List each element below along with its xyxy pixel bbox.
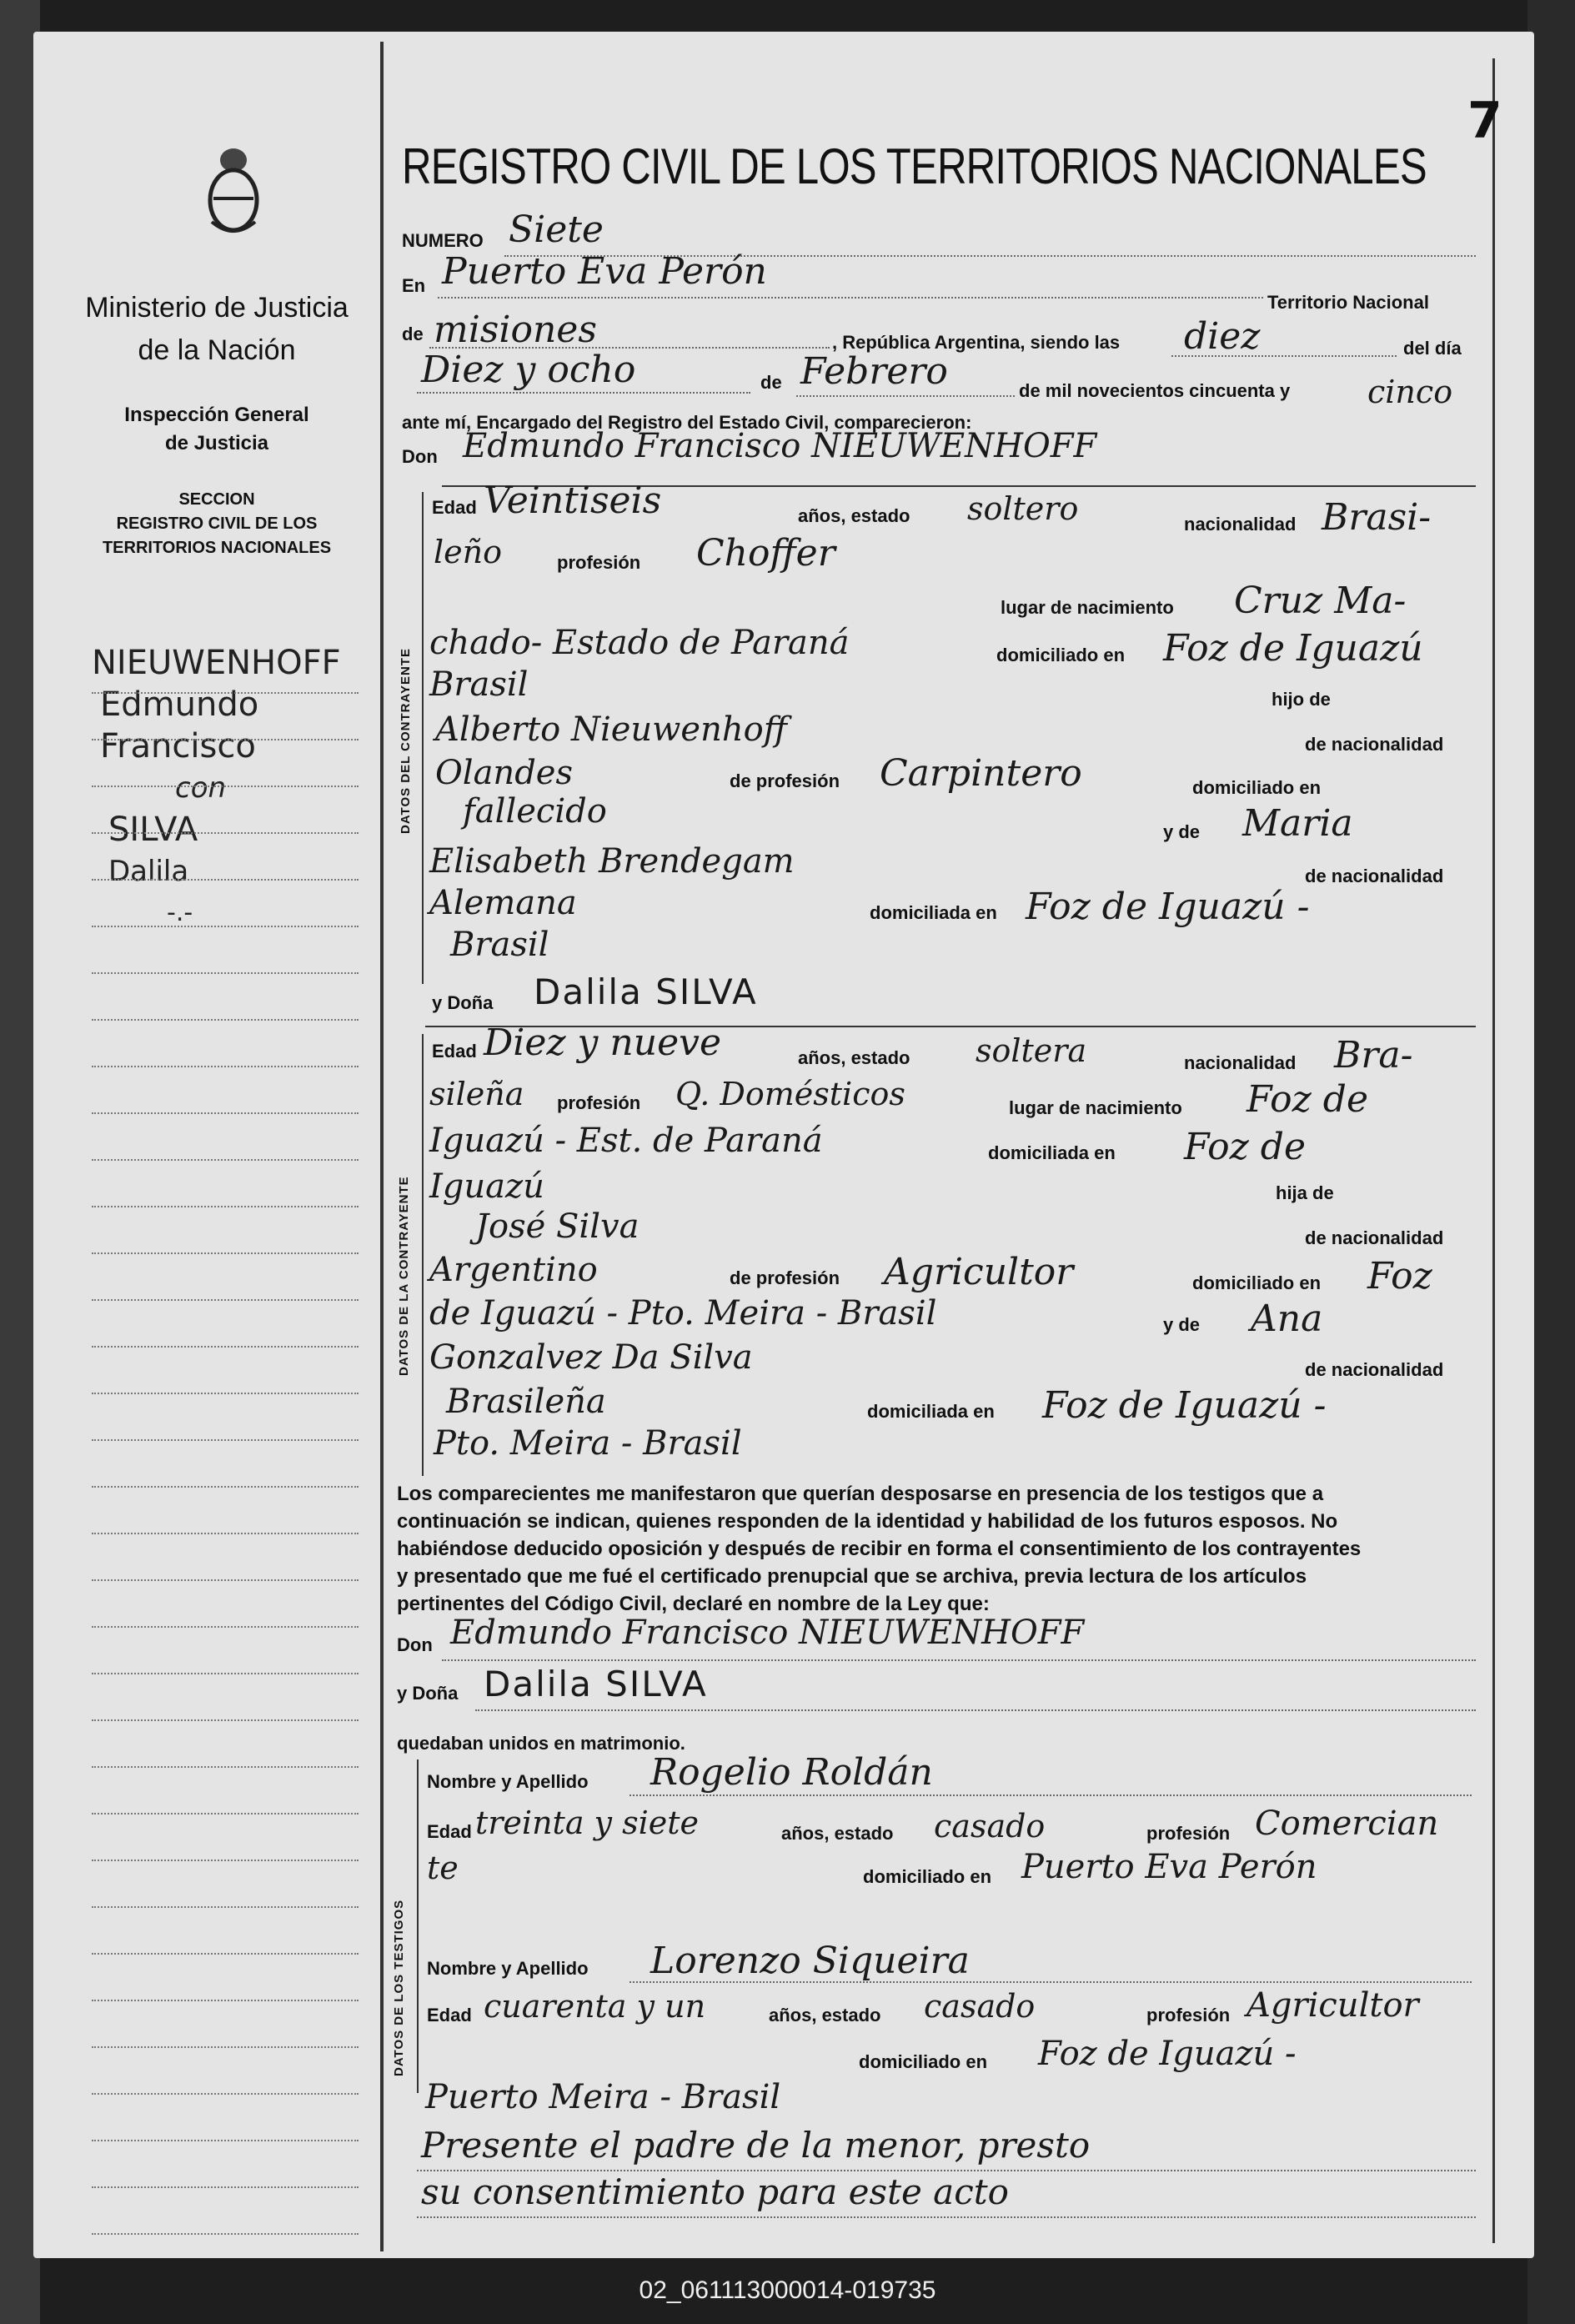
w1-age-value: treinta y siete	[475, 1804, 700, 1841]
groom-edad-label: Edad	[432, 497, 477, 518]
w2-age-value: cuarenta y un	[484, 1988, 706, 2025]
bride-mother-dom-1: Foz de Iguazú -	[1042, 1384, 1327, 1427]
w1-name-value: Rogelio Roldán	[650, 1751, 933, 1794]
bride-status-value: soltera	[976, 1032, 1087, 1069]
inspection-name	[58, 404, 375, 455]
note-con: con	[175, 771, 227, 805]
bride-father-nac-label: de nacionalidad	[1305, 1227, 1444, 1248]
bride-nat-1: Bra-	[1334, 1034, 1413, 1077]
mil-label: de mil novecientos cincuenta y	[1019, 380, 1291, 401]
bride-mother-nac-label: de nacionalidad	[1305, 1359, 1444, 1380]
margin-ruled-line	[92, 1766, 359, 1768]
registry-title: REGISTRO CIVIL DE LOS TERRITORIOS NACIONALES	[402, 138, 1427, 194]
margin-ruled-line	[92, 1439, 359, 1441]
bride-age-value: Diez y nueve	[484, 1021, 722, 1064]
marginal-note	[92, 642, 375, 934]
bride-father-dom-2: de Iguazú - Pto. Meira - Brasil	[429, 1294, 937, 1333]
w2-anos-label: años, estado	[769, 2005, 881, 2025]
dia-value: Diez y ocho	[421, 349, 636, 391]
paragraph-line-5: pertinentes del Código Civil, declaré en nombre de la Ley que:	[397, 1593, 990, 1615]
paragraph-line-3: habiéndose deducido oposición y después de recibir en forma el consentimiento de los contrayentes	[397, 1538, 1362, 1560]
section-name	[58, 490, 375, 558]
note-bride-surname: SILVA	[108, 811, 198, 849]
bride-mother-dom-2: Pto. Meira - Brasil	[434, 1424, 742, 1463]
groom-mother-nat-value: Alemana	[429, 884, 577, 922]
hora-line	[1171, 355, 1397, 357]
margin-ruled-line	[92, 1813, 359, 1815]
margin-ruled-line	[92, 1860, 359, 1861]
groom-nac-label: nacionalidad	[1184, 514, 1297, 535]
margin-ruled-line	[92, 832, 359, 834]
note-line-2	[417, 2216, 1476, 2218]
bride-nat-2: sileña	[429, 1076, 524, 1112]
republica-label: , República Argentina, siendo las	[832, 332, 1121, 353]
bride-birth-2: Iguazú - Est. de Paraná	[429, 1122, 823, 1160]
territorio-label: Territorio Nacional	[1267, 292, 1429, 313]
bride-father-dom-label: domiciliado en	[1192, 1272, 1322, 1293]
groom-mother-dom-2: Brasil	[450, 926, 549, 964]
declare-don-value: Edmundo Francisco NIEUWENHOFF	[450, 1614, 1085, 1652]
ante-label: ante mí, Encargado del Registro del Estado Civil, comparecieron:	[402, 412, 972, 433]
groom-nat-2: leño	[434, 534, 502, 570]
w1-prof-2: te	[427, 1850, 459, 1886]
groom-y-de-label: y de	[1163, 821, 1201, 842]
groom-father-prof-label: de profesión	[730, 770, 840, 791]
declaration-paragraph	[397, 1480, 1481, 1618]
ministry-line-1: Ministerio de Justicia	[85, 292, 349, 324]
margin-ruled-line	[92, 1393, 359, 1394]
bride-name-value: Dalila SILVA	[534, 971, 758, 1012]
de2-label: de	[760, 372, 782, 393]
numero-value: Siete	[509, 208, 604, 251]
margin-ruled-line	[92, 1159, 359, 1161]
ministry-line-2: de la Nación	[138, 334, 296, 366]
groom-dom-1: Foz de Iguazú	[1163, 627, 1423, 670]
del-dia-label: del día	[1403, 338, 1462, 359]
groom-name-value: Edmundo Francisco NIEUWENHOFF	[463, 427, 1097, 465]
groom-father-value: Alberto Nieuwenhoff	[435, 710, 788, 749]
don-label: Don	[402, 446, 438, 467]
note-surname: NIEUWENHOFF	[92, 644, 341, 682]
declare-dona-value: Dalila SILVA	[484, 1664, 708, 1704]
groom-status-value: soltero	[967, 490, 1079, 527]
bride-y-de-label: y de	[1163, 1314, 1201, 1335]
w2-name-line	[629, 1981, 1472, 1983]
groom-father-dom-label: domiciliado en	[1192, 777, 1322, 798]
margin-ruled-line	[92, 1112, 359, 1114]
bride-father-prof-label: de profesión	[730, 1267, 840, 1288]
groom-father-dom-value: fallecido	[463, 792, 607, 831]
groom-dom-2: Brasil	[429, 665, 529, 704]
datos-contrayente-label: DATOS DEL CONTRAYENTE	[399, 648, 413, 834]
groom-hijo-label: hijo de	[1272, 689, 1331, 710]
groom-mother-1: Maria	[1242, 802, 1353, 845]
margin-ruled-line	[92, 692, 359, 694]
section-line-2: TERRITORIOS NACIONALES	[102, 539, 332, 557]
w2-nombre-label: Nombre y Apellido	[427, 1958, 589, 1979]
bride-mother-dom-label: domiciliada en	[867, 1401, 995, 1422]
right-border	[1492, 58, 1495, 2243]
paragraph-line-4: y presentado que me fué el certificado prenupcial que se archiva, previa lectura de los artículos	[397, 1565, 1307, 1588]
w1-name-line	[629, 1794, 1472, 1796]
groom-anos-label: años, estado	[798, 505, 910, 526]
groom-father-prof-value: Carpintero	[880, 752, 1082, 795]
groom-age-value: Veintiseis	[484, 479, 662, 522]
note-bride-name: Dalila	[108, 855, 189, 888]
coat-of-arms-icon	[200, 142, 267, 242]
margin-ruled-line	[92, 1066, 359, 1067]
declare-dona-label: y Doña	[397, 1683, 459, 1704]
w1-edad-label: Edad	[427, 1821, 472, 1842]
margin-ruled-line	[92, 926, 359, 927]
bride-father-value: José Silva	[475, 1207, 640, 1246]
section-line-1: REGISTRO CIVIL DE LOS	[116, 514, 318, 533]
margin-ruled-line	[92, 2233, 359, 2235]
bride-father-nat-value: Argentino	[429, 1251, 598, 1289]
left-column-divider	[380, 42, 384, 2251]
bride-edad-label: Edad	[432, 1041, 477, 1062]
image-code: 02_061113000014-019735	[639, 2276, 936, 2304]
margin-ruled-line	[92, 1299, 359, 1301]
groom-prof-label: profesión	[557, 552, 641, 573]
en-label: En	[402, 275, 426, 296]
declare-don-label: Don	[397, 1634, 433, 1655]
y-dona-label: y Doña	[432, 992, 494, 1013]
paragraph-line-1: Los comparecientes me manifestaron que querían desposarse en presencia de los testigos que a	[397, 1483, 1324, 1505]
margin-ruled-line	[92, 2000, 359, 2001]
bride-section-border	[422, 1034, 424, 1476]
margin-ruled-line	[92, 1579, 359, 1581]
groom-mother-nac-label: de nacionalidad	[1305, 866, 1444, 886]
note-middlename: Francisco	[100, 727, 256, 765]
margin-ruled-line	[92, 2046, 359, 2048]
margin-ruled-line	[92, 1719, 359, 1721]
en-line	[438, 297, 1263, 299]
w1-prof-1: Comercian	[1255, 1804, 1439, 1843]
groom-nat-1: Brasi-	[1322, 496, 1432, 539]
w2-dom-2: Puerto Meira - Brasil	[425, 2078, 781, 2116]
margin-ruled-line	[92, 1486, 359, 1488]
margin-ruled-line	[92, 2186, 359, 2188]
groom-lugar-label: lugar de nacimiento	[1001, 597, 1174, 618]
groom-father-nat-value: Olandes	[435, 754, 573, 792]
groom-mother-dom-label: domiciliada en	[870, 902, 997, 923]
consent-note-2: su consentimiento para este acto	[421, 2171, 1009, 2212]
w2-name-value: Lorenzo Siqueira	[650, 1940, 970, 1982]
en-value: Puerto Eva Perón	[442, 250, 767, 293]
datos-contrayente-f-label: DATOS DE LA CONTRAYENTE	[397, 1176, 411, 1376]
margin-ruled-line	[92, 1673, 359, 1674]
inspection-line-1: Inspección General	[124, 404, 309, 426]
groom-birth-1: Cruz Ma-	[1234, 580, 1407, 622]
book-edge	[1527, 0, 1575, 2324]
w1-status-value: casado	[934, 1808, 1046, 1845]
datos-testigos-label: DATOS DE LOS TESTIGOS	[392, 1899, 406, 2076]
groom-dom-label: domiciliado en	[996, 645, 1126, 665]
note-end-mark: -.-	[167, 898, 193, 927]
de-label: de	[402, 324, 424, 344]
w1-prof-label: profesión	[1146, 1823, 1231, 1844]
bride-prof-value: Q. Domésticos	[675, 1076, 905, 1112]
margin-ruled-line	[92, 1252, 359, 1254]
dia-line	[417, 392, 750, 394]
bride-mother-nat-value: Brasileña	[446, 1383, 606, 1421]
w1-anos-label: años, estado	[781, 1823, 894, 1844]
quedaban-label: quedaban unidos en matrimonio.	[397, 1733, 685, 1754]
witness-section-border	[417, 1759, 419, 2093]
bride-prof-label: profesión	[557, 1092, 641, 1113]
margin-ruled-line	[92, 972, 359, 974]
bride-hija-label: hija de	[1276, 1182, 1334, 1203]
margin-ruled-line	[92, 879, 359, 881]
w1-dom-label: domiciliado en	[863, 1866, 992, 1887]
margin-ruled-line	[92, 1626, 359, 1628]
ministry-name	[58, 292, 375, 367]
w2-status-value: casado	[924, 1988, 1036, 2025]
bride-birth-1: Foz de	[1246, 1078, 1368, 1121]
section-label: SECCION	[178, 490, 255, 509]
bride-dom-2: Iguazú	[429, 1167, 544, 1206]
anio-value: cinco	[1367, 374, 1453, 410]
margin-ruled-line	[92, 2093, 359, 2095]
page-number: 7	[1467, 92, 1502, 150]
groom-section-border	[422, 492, 424, 984]
groom-mother-dom-1: Foz de Iguazú -	[1026, 886, 1310, 928]
w2-dom-1: Foz de Iguazú -	[1038, 2035, 1297, 2073]
w1-nombre-label: Nombre y Apellido	[427, 1771, 589, 1792]
w2-edad-label: Edad	[427, 2005, 472, 2025]
margin-ruled-line	[92, 1206, 359, 1207]
bride-father-dom-1: Foz	[1367, 1255, 1432, 1298]
bride-mother-1: Ana	[1251, 1298, 1323, 1340]
inspection-line-2: de Justicia	[164, 432, 269, 454]
margin-ruled-line	[92, 1019, 359, 1021]
bride-nac-label: nacionalidad	[1184, 1052, 1297, 1073]
bride-mother-2: Gonzalvez Da Silva	[429, 1338, 753, 1377]
margin-ruled-line	[92, 786, 359, 787]
paragraph-line-2: continuación se indican, quienes responden de la identidad y habilidad de los futuros esposos. No	[397, 1510, 1338, 1533]
groom-prof-value: Choffer	[696, 532, 835, 575]
declare-don-line	[442, 1659, 1476, 1661]
bride-dom-label: domiciliada en	[988, 1142, 1116, 1163]
w2-prof-value: Agricultor	[1246, 1986, 1419, 2025]
margin-ruled-line	[92, 1953, 359, 1955]
margin-ruled-line	[92, 739, 359, 740]
numero-label: NUMERO	[402, 230, 484, 251]
note-firstname: Edmundo	[100, 685, 259, 724]
bride-dom-1: Foz de	[1184, 1126, 1306, 1168]
groom-mother-2: Elisabeth Brendegam	[429, 842, 795, 881]
note-line-1	[417, 2170, 1476, 2171]
bride-anos-label: años, estado	[798, 1047, 910, 1068]
mes-line	[796, 395, 1015, 397]
consent-note-1: Presente el padre de la menor, presto	[421, 2125, 1091, 2166]
margin-ruled-line	[92, 1533, 359, 1534]
mes-value: Febrero	[800, 350, 948, 393]
w2-dom-label: domiciliado en	[859, 2051, 988, 2072]
hora-value: diez	[1184, 315, 1261, 358]
margin-ruled-line	[92, 1346, 359, 1348]
groom-birth-2: chado- Estado de Paraná	[429, 624, 850, 662]
de-value: misiones	[434, 309, 597, 351]
declare-dona-line	[475, 1709, 1476, 1711]
margin-ruled-line	[92, 2140, 359, 2141]
bride-lugar-label: lugar de nacimiento	[1009, 1097, 1182, 1118]
groom-father-nac-label: de nacionalidad	[1305, 734, 1444, 755]
margin-ruled-line	[92, 1906, 359, 1908]
bride-father-prof-value: Agricultor	[884, 1251, 1074, 1293]
w2-prof-label: profesión	[1146, 2005, 1231, 2025]
w1-dom-value: Puerto Eva Perón	[1021, 1848, 1317, 1886]
